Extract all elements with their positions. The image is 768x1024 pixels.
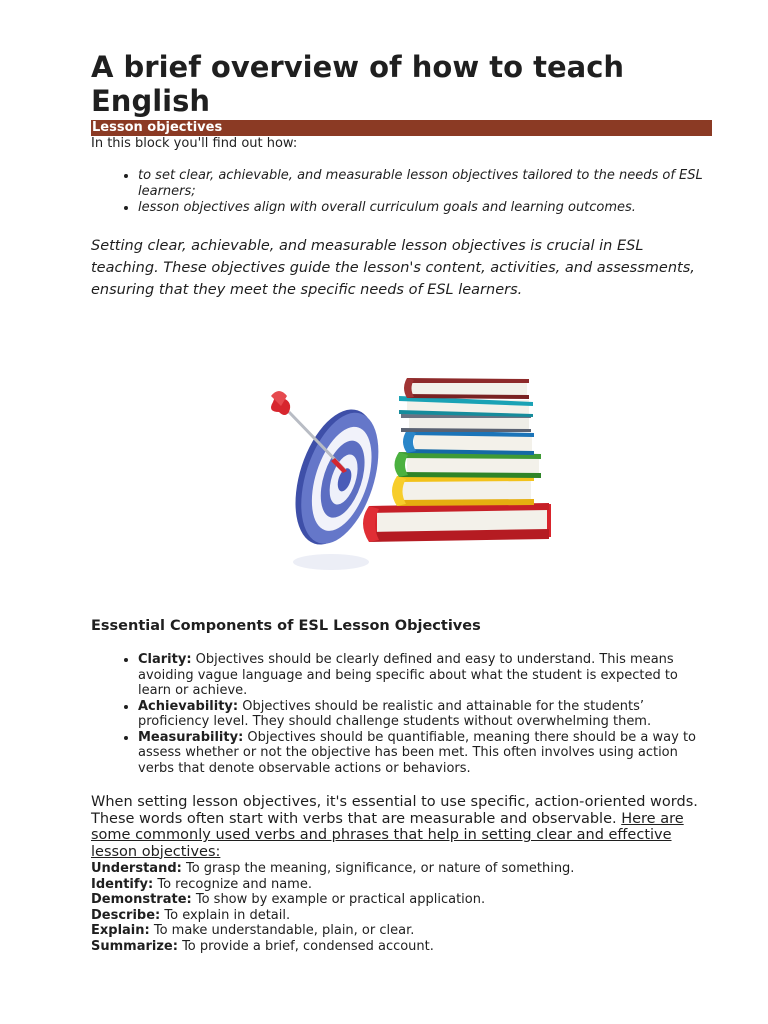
verb-line	[91, 923, 713, 939]
term-label: Clarity:	[138, 652, 192, 667]
list-item: • lesson objectives align with overall curriculum goals and learning outcomes.	[138, 200, 713, 216]
verb-term: Summarize:	[91, 938, 178, 954]
list-item	[138, 699, 713, 730]
books-stack-icon	[363, 378, 551, 542]
components-heading: Essential Components of ESL Lesson Objectives	[91, 618, 481, 634]
lead-paragraph: Setting clear, achievable, and measurable lesson objectives is crucial in ESL teaching. These objectives guide the lesson's content, activities, and assessments, ensuring that they meet the specific needs of ESL learners.	[91, 238, 695, 298]
term-label: Measurability:	[138, 729, 244, 745]
list-item	[138, 730, 713, 777]
components-list	[91, 652, 713, 776]
term-description: Objectives should be realistic and attainable for the students’ proficiency level. They should challenge students without overwhelming them.	[138, 698, 652, 729]
verb-definition: To recognize and name.	[153, 876, 312, 892]
verb-definition: To grasp the meaning, significance, or nature of something.	[181, 861, 575, 876]
verb-definition: To show by example or practical application.	[191, 892, 486, 907]
verb-definition: To make understandable, plain, or clear.	[149, 923, 415, 938]
verb-definition: To explain in detail.	[160, 907, 291, 923]
verbs-intro-text: When setting lesson objectives, it's essential to use specific, action-oriented words. These words often start with verbs that are measurable and observable.	[91, 794, 698, 827]
term-label: Achievability:	[138, 698, 239, 714]
list-item	[138, 652, 713, 699]
verbs-intro-underlined: Here are some commonly used verbs and phrases that help in setting clear and effective lesson objectives:	[91, 810, 684, 860]
objectives-list	[91, 168, 713, 216]
verb-term: Understand:	[91, 861, 182, 876]
verb-term: Identify:	[91, 876, 154, 892]
verb-line	[91, 892, 713, 908]
verb-line	[91, 877, 713, 893]
term-description: Objectives should be quantifiable, meaning there should be a way to assess whether or not the objective has been met. This often involves using action verbs that denote observable actions or behaviors.	[138, 729, 696, 776]
section-header-lesson-objectives: Lesson objectives	[91, 120, 712, 136]
verb-line	[91, 861, 713, 877]
verb-definition: To provide a brief, condensed account.	[177, 938, 434, 954]
intro-text: In this block you'll find out how:	[91, 136, 298, 151]
verb-line	[91, 939, 713, 955]
page-title: A brief overview of how to teach English	[91, 50, 625, 118]
verb-term: Demonstrate:	[91, 892, 192, 907]
verbs-list	[91, 861, 713, 954]
verbs-intro-paragraph	[91, 794, 713, 860]
verb-term: Explain:	[91, 923, 150, 938]
verb-line	[91, 908, 713, 924]
list-item: • to set clear, achievable, and measurable lesson objectives tailored to the needs of ESL learners;	[138, 168, 713, 200]
target-and-books-illustration	[249, 372, 553, 572]
term-description: Objectives should be clearly defined and easy to understand. This means avoiding vague language and being specific about what the student is expected to learn or achieve.	[138, 652, 678, 698]
verb-term: Describe:	[91, 907, 161, 923]
